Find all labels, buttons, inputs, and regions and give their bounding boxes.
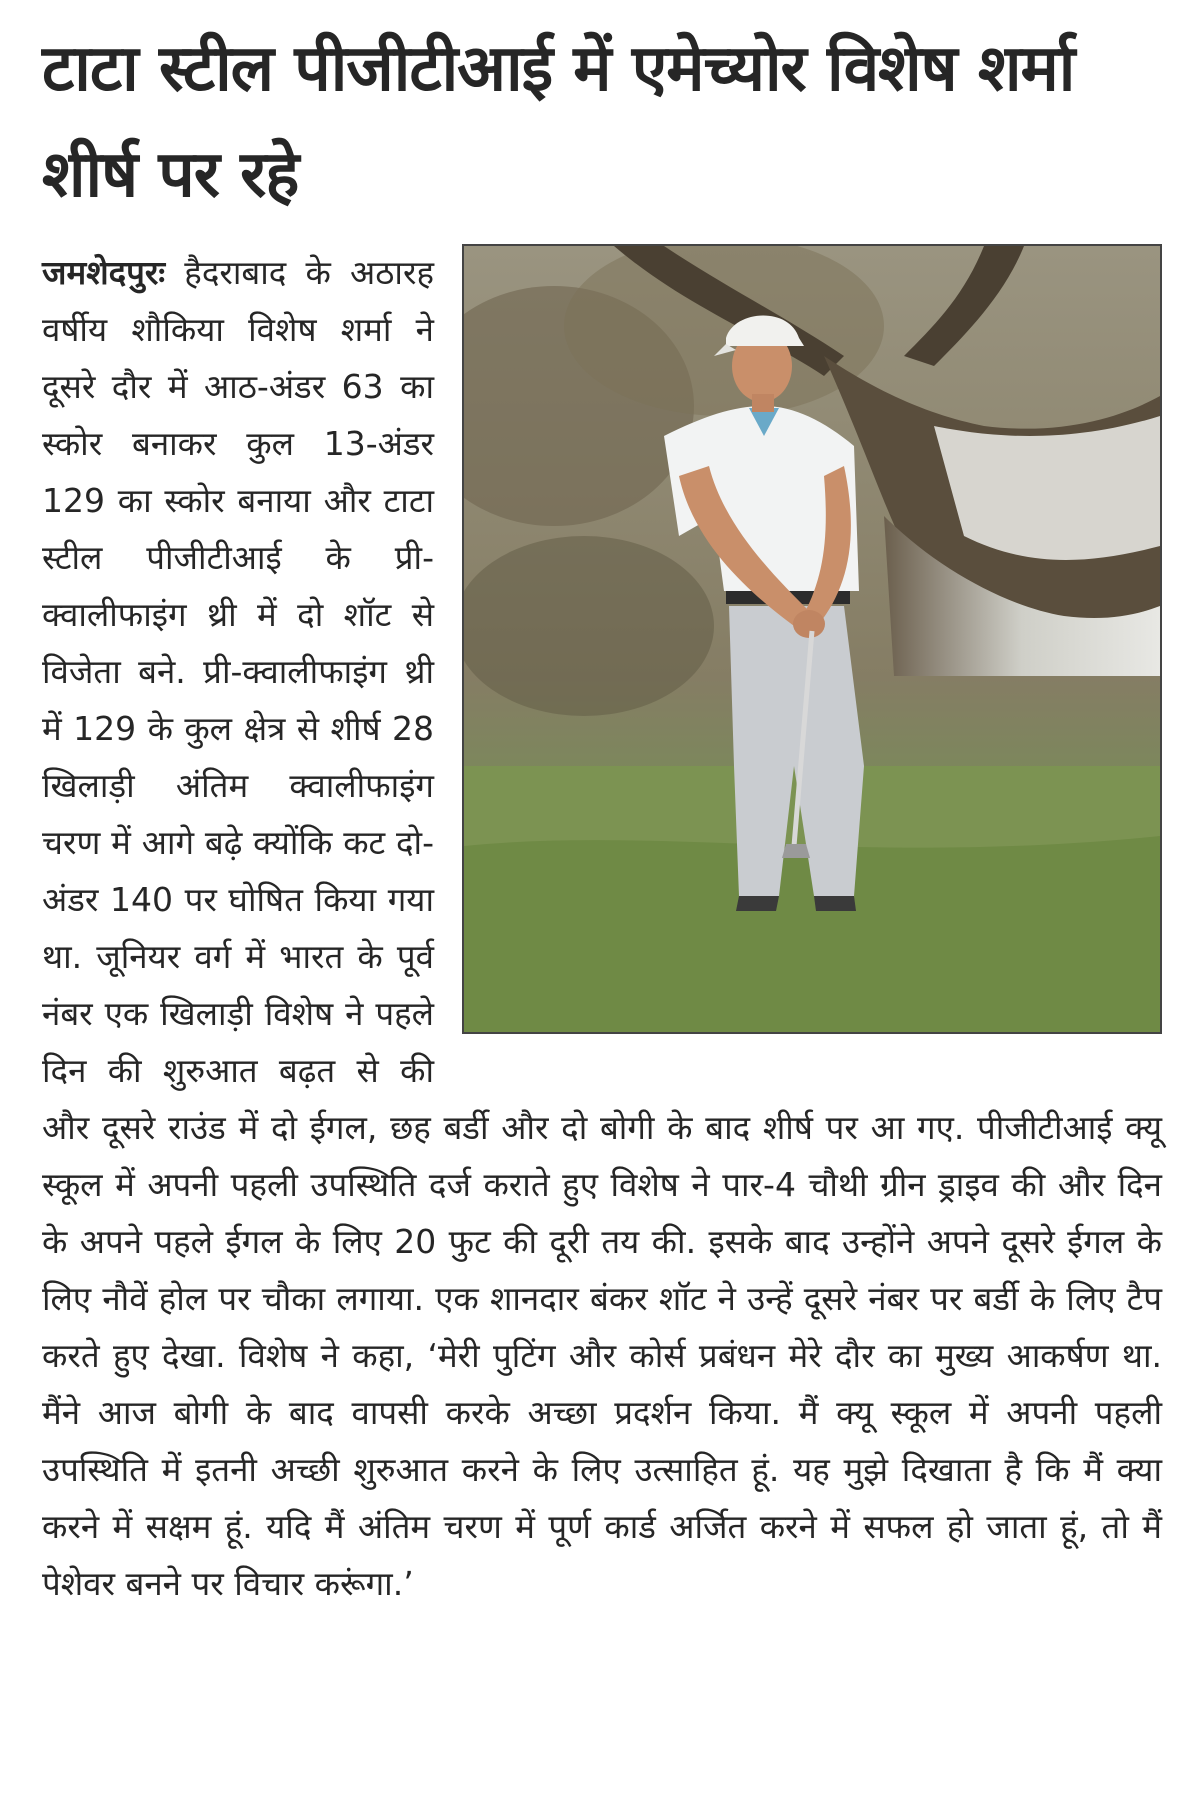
dateline: जमशेदपुरः bbox=[42, 253, 166, 292]
golfer-photo-illustration bbox=[464, 246, 1160, 1032]
article-body-text: हैदराबाद के अठारह वर्षीय शौकिया विशेष शर्मा ने दूसरे दौर में आठ-अंडर 63 का स्कोर बनाकर कुल 13-अंडर 129 का स्कोर बनाया और टाटा स्टील पीजीटीआई के प्री-क्वालीफाइंग थ्री में दो शॉट से विजेता बने. प्री-क्वालीफाइंग थ्री में 129 के कुल क्षेत्र से शीर्ष 28 खिलाड़ी अंतिम क्वालीफाइंग चरण में आगे बढ़े क्योंकि कट दो-अंडर 140 पर घोषित किया गया था. जूनियर वर्ग में भारत के पूर्व नंबर एक खिलाड़ी विशेष ने पहले दिन की शुरुआत बढ़त से की और दूसरे राउंड में दो ईगल, छह बर्डी और दो बोगी के बाद शीर्ष पर आ गए. पीजीटीआई क्यू स्कूल में अपनी पहली उपस्थिति दर्ज कराते हुए विशेष ने पार-4 चौथी ग्रीन ड्राइव की और दिन के अपने पहले ईगल के लिए 20 फुट की दूरी तय की. इसके बाद उन्होंने अपने दूसरे ईगल के लिए नौवें होल पर चौका लगाया. एक शानदार बंकर शॉट ने उन्हें दूसरे नंबर पर बर्डी के लिए टैप करते हुए देखा. विशेष ने कहा, ‘मेरी पुटिंग और कोर्स प्रबंधन मेरे दौर का मुख्य आकर्षण था. मैंने आज बोगी के बाद वापसी करके अच्छा प्रदर्शन किया. मैं क्यू स्कूल में अपनी पहली उपस्थिति में इतनी अच्छी शुरुआत करने के लिए उत्साहित हूं. यह मुझे दिखाता है कि मैं क्या करने में सक्षम हूं. यदि मैं अंतिम चरण में पूर्ण कार्ड अर्जित करने में सफल हो जाता हूं, तो मैं पेशेवर बनने पर विचार करूंगा.’ bbox=[42, 253, 1162, 1603]
article bbox=[42, 244, 1162, 1612]
golfer-photo bbox=[462, 244, 1162, 1034]
headline: टाटा स्टील पीजीटीआई में एमेच्योर विशेष शर्मा शीर्ष पर रहे bbox=[42, 32, 1075, 212]
